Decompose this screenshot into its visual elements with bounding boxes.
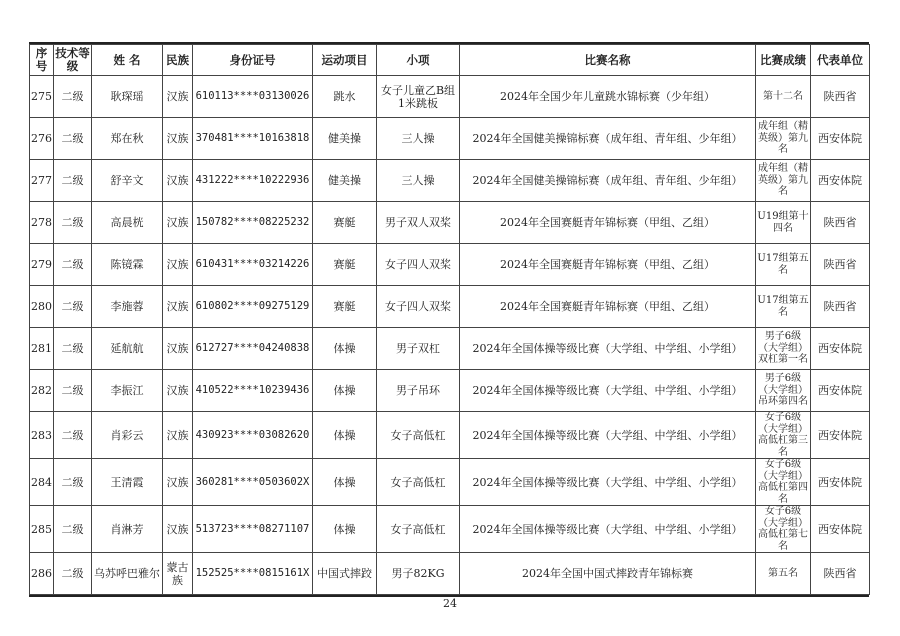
cell-unit: 陕西省	[811, 244, 870, 286]
header-event: 小项	[377, 45, 460, 76]
cell-unit: 西安体院	[811, 370, 870, 412]
cell-id-number: 612727****04240838	[193, 328, 313, 370]
cell-id-number: 152525****0815161X	[193, 553, 313, 595]
cell-unit: 西安体院	[811, 118, 870, 160]
cell-name: 王清霞	[92, 459, 163, 506]
header-index: 序号	[30, 45, 54, 76]
cell-name: 郑在秋	[92, 118, 163, 160]
cell-result: 成年组（精英级）第九名	[756, 160, 811, 202]
cell-ethnicity: 汉族	[163, 506, 193, 553]
cell-name: 舒辛文	[92, 160, 163, 202]
cell-name: 李施蓉	[92, 286, 163, 328]
cell-result: 男子6级（大学组）双杠第一名	[756, 328, 811, 370]
cell-id-number: 430923****03082620	[193, 412, 313, 459]
cell-grade: 二级	[54, 76, 92, 118]
header-name: 姓 名	[92, 45, 163, 76]
header-result: 比赛成绩	[756, 45, 811, 76]
cell-id-number: 370481****10163818	[193, 118, 313, 160]
cell-unit: 西安体院	[811, 412, 870, 459]
cell-result: 成年组（精英级）第九名	[756, 118, 811, 160]
cell-grade: 二级	[54, 160, 92, 202]
cell-index: 275	[30, 76, 54, 118]
cell-index: 285	[30, 506, 54, 553]
header-sport: 运动项目	[313, 45, 377, 76]
cell-event: 男子82KG	[377, 553, 460, 595]
cell-sport: 赛艇	[313, 202, 377, 244]
table-row	[30, 370, 870, 412]
cell-result: 女子6级（大学组）高低杠第七名	[756, 506, 811, 553]
cell-result: U19组第十四名	[756, 202, 811, 244]
cell-name: 李振江	[92, 370, 163, 412]
cell-ethnicity: 汉族	[163, 160, 193, 202]
cell-sport: 健美操	[313, 118, 377, 160]
header-unit: 代表单位	[811, 45, 870, 76]
cell-competition: 2024年全国体操等级比赛（大学组、中学组、小学组）	[460, 328, 756, 370]
cell-event: 女子高低杠	[377, 412, 460, 459]
cell-competition: 2024年全国体操等级比赛（大学组、中学组、小学组）	[460, 506, 756, 553]
cell-id-number: 610802****09275129	[193, 286, 313, 328]
cell-index: 276	[30, 118, 54, 160]
cell-competition: 2024年全国赛艇青年锦标赛（甲组、乙组）	[460, 286, 756, 328]
table-row	[30, 412, 870, 459]
cell-competition: 2024年全国体操等级比赛（大学组、中学组、小学组）	[460, 412, 756, 459]
cell-ethnicity: 汉族	[163, 244, 193, 286]
cell-name: 肖彩云	[92, 412, 163, 459]
cell-ethnicity: 蒙古族	[163, 553, 193, 595]
cell-event: 男子吊环	[377, 370, 460, 412]
cell-result: 男子6级（大学组）吊环第四名	[756, 370, 811, 412]
cell-grade: 二级	[54, 286, 92, 328]
cell-competition: 2024年全国体操等级比赛（大学组、中学组、小学组）	[460, 370, 756, 412]
cell-name: 延航航	[92, 328, 163, 370]
cell-index: 280	[30, 286, 54, 328]
table-row	[30, 553, 870, 595]
cell-index: 286	[30, 553, 54, 595]
cell-id-number: 360281****0503602X	[193, 459, 313, 506]
cell-grade: 二级	[54, 244, 92, 286]
cell-sport: 中国式摔跤	[313, 553, 377, 595]
cell-sport: 体操	[313, 506, 377, 553]
cell-event: 女子四人双桨	[377, 286, 460, 328]
table-row	[30, 506, 870, 553]
cell-result: 第五名	[756, 553, 811, 595]
cell-grade: 二级	[54, 412, 92, 459]
header-grade: 技术等级	[54, 45, 92, 76]
table-row	[30, 76, 870, 118]
athlete-table	[29, 44, 870, 595]
table-row	[30, 328, 870, 370]
cell-competition: 2024年全国健美操锦标赛（成年组、青年组、少年组）	[460, 160, 756, 202]
table-row	[30, 118, 870, 160]
table-header-row	[30, 45, 870, 76]
cell-event: 女子高低杠	[377, 459, 460, 506]
header-id-number: 身份证号	[193, 45, 313, 76]
cell-unit: 西安体院	[811, 459, 870, 506]
cell-sport: 体操	[313, 412, 377, 459]
cell-ethnicity: 汉族	[163, 459, 193, 506]
cell-grade: 二级	[54, 553, 92, 595]
cell-event: 女子儿童乙B组1米跳板	[377, 76, 460, 118]
cell-sport: 赛艇	[313, 244, 377, 286]
cell-competition: 2024年全国中国式摔跤青年锦标赛	[460, 553, 756, 595]
cell-unit: 西安体院	[811, 328, 870, 370]
cell-ethnicity: 汉族	[163, 286, 193, 328]
cell-result: U17组第五名	[756, 286, 811, 328]
cell-sport: 健美操	[313, 160, 377, 202]
cell-ethnicity: 汉族	[163, 76, 193, 118]
header-ethnicity: 民族	[163, 45, 193, 76]
cell-id-number: 610431****03214226	[193, 244, 313, 286]
cell-result: 女子6级（大学组）高低杠第三名	[756, 412, 811, 459]
cell-event: 三人操	[377, 118, 460, 160]
cell-competition: 2024年全国体操等级比赛（大学组、中学组、小学组）	[460, 459, 756, 506]
cell-event: 男子双杠	[377, 328, 460, 370]
table-row	[30, 286, 870, 328]
cell-event: 女子高低杠	[377, 506, 460, 553]
cell-name: 高晨桄	[92, 202, 163, 244]
cell-event: 男子双人双桨	[377, 202, 460, 244]
cell-competition: 2024年全国健美操锦标赛（成年组、青年组、少年组）	[460, 118, 756, 160]
cell-unit: 陕西省	[811, 202, 870, 244]
table-row	[30, 160, 870, 202]
cell-competition: 2024年全国赛艇青年锦标赛（甲组、乙组）	[460, 202, 756, 244]
cell-grade: 二级	[54, 202, 92, 244]
cell-unit: 西安体院	[811, 506, 870, 553]
cell-grade: 二级	[54, 370, 92, 412]
cell-unit: 陕西省	[811, 286, 870, 328]
table-row	[30, 459, 870, 506]
cell-sport: 跳水	[313, 76, 377, 118]
header-competition: 比赛名称	[460, 45, 756, 76]
cell-unit: 陕西省	[811, 553, 870, 595]
cell-id-number: 410522****10239436	[193, 370, 313, 412]
table-row	[30, 244, 870, 286]
cell-id-number: 513723****08271107	[193, 506, 313, 553]
cell-grade: 二级	[54, 506, 92, 553]
cell-unit: 陕西省	[811, 76, 870, 118]
page-number: 24	[443, 597, 457, 610]
cell-index: 282	[30, 370, 54, 412]
cell-name: 陈镜霖	[92, 244, 163, 286]
cell-index: 278	[30, 202, 54, 244]
cell-result: U17组第五名	[756, 244, 811, 286]
cell-unit: 西安体院	[811, 160, 870, 202]
cell-grade: 二级	[54, 118, 92, 160]
cell-ethnicity: 汉族	[163, 370, 193, 412]
cell-competition: 2024年全国少年儿童跳水锦标赛（少年组）	[460, 76, 756, 118]
cell-event: 女子四人双桨	[377, 244, 460, 286]
cell-grade: 二级	[54, 328, 92, 370]
cell-sport: 体操	[313, 328, 377, 370]
cell-name: 肖淋芳	[92, 506, 163, 553]
cell-competition: 2024年全国赛艇青年锦标赛（甲组、乙组）	[460, 244, 756, 286]
cell-grade: 二级	[54, 459, 92, 506]
cell-sport: 体操	[313, 459, 377, 506]
cell-ethnicity: 汉族	[163, 202, 193, 244]
cell-ethnicity: 汉族	[163, 412, 193, 459]
cell-id-number: 431222****10222936	[193, 160, 313, 202]
cell-ethnicity: 汉族	[163, 328, 193, 370]
table-row	[30, 202, 870, 244]
athlete-table-frame	[29, 42, 869, 597]
cell-id-number: 150782****08225232	[193, 202, 313, 244]
cell-result: 第十二名	[756, 76, 811, 118]
cell-index: 283	[30, 412, 54, 459]
cell-index: 279	[30, 244, 54, 286]
cell-ethnicity: 汉族	[163, 118, 193, 160]
cell-name: 乌苏呼巴雅尔	[92, 553, 163, 595]
cell-event: 三人操	[377, 160, 460, 202]
cell-name: 耿琛瑶	[92, 76, 163, 118]
cell-index: 277	[30, 160, 54, 202]
cell-sport: 赛艇	[313, 286, 377, 328]
cell-sport: 体操	[313, 370, 377, 412]
document-page	[29, 42, 869, 597]
cell-index: 281	[30, 328, 54, 370]
cell-index: 284	[30, 459, 54, 506]
cell-result: 女子6级（大学组）高低杠第四名	[756, 459, 811, 506]
cell-id-number: 610113****03130026	[193, 76, 313, 118]
